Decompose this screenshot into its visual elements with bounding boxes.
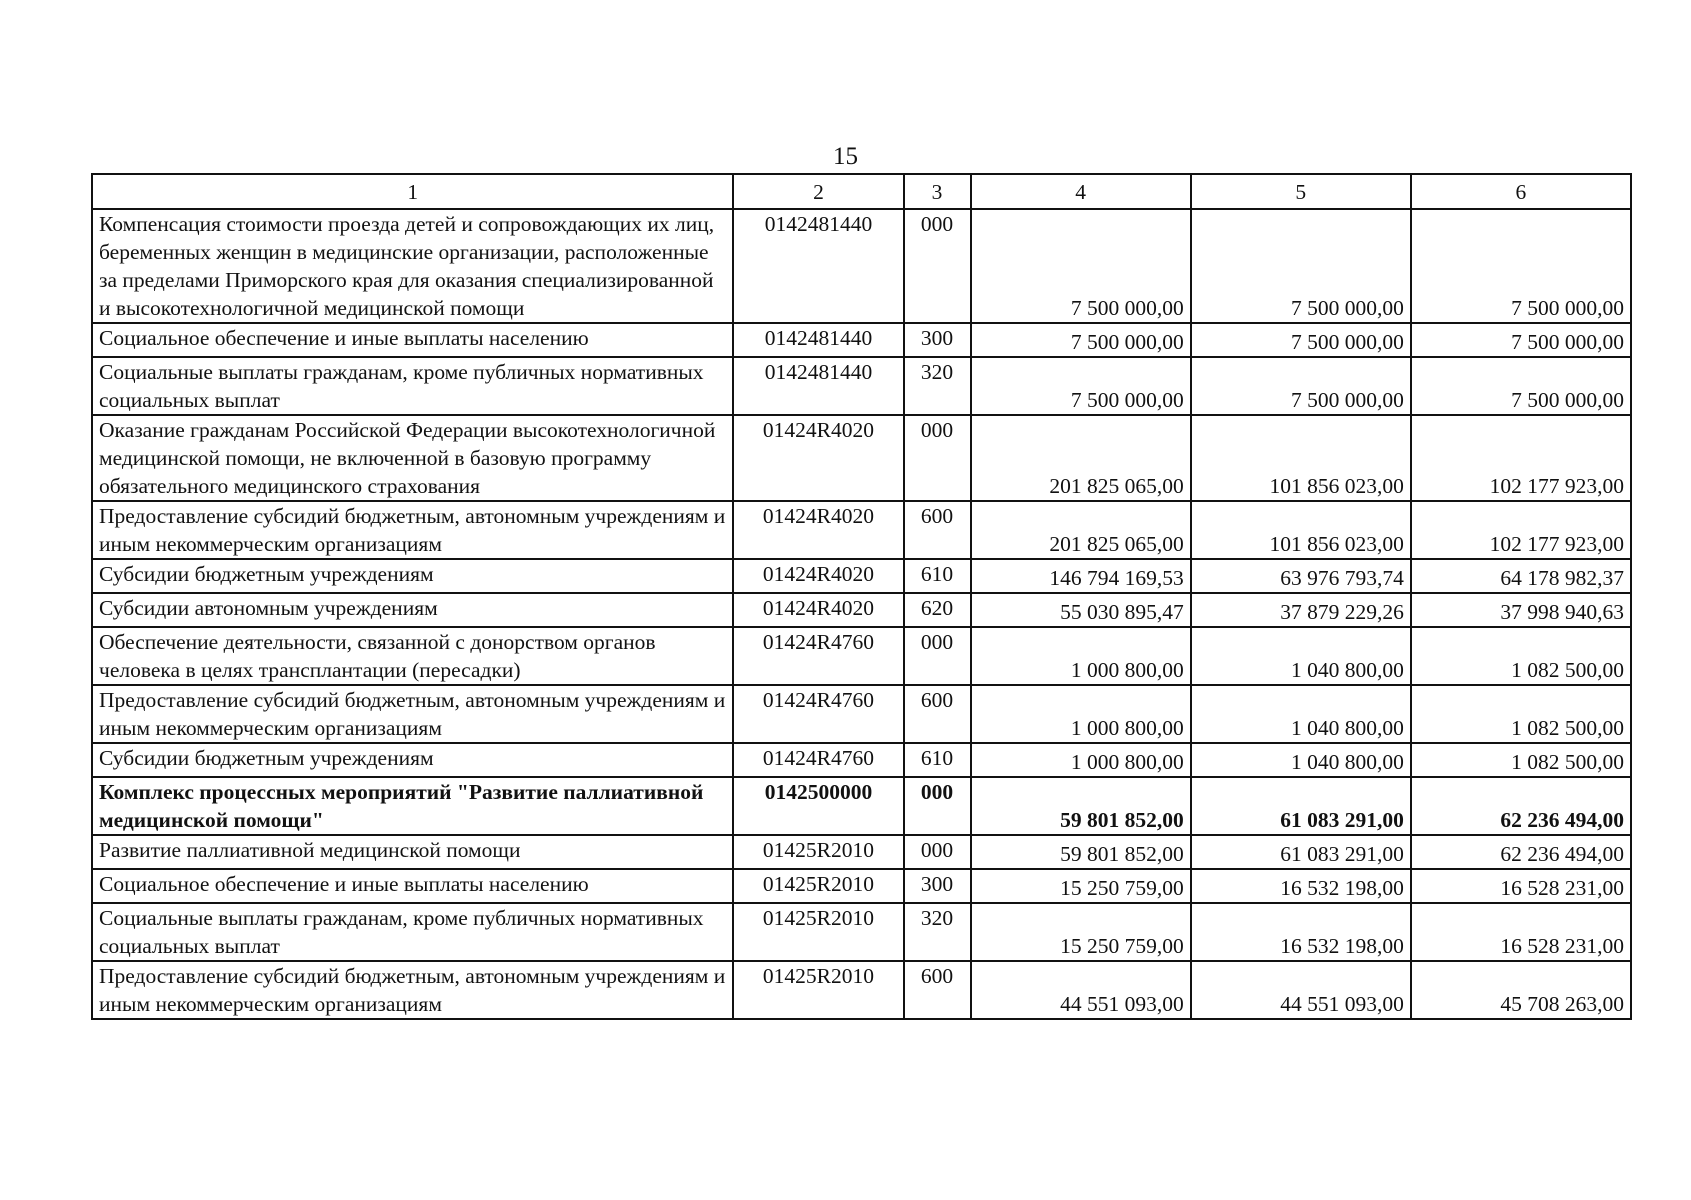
row-target-article-code: 01425R2010 (733, 869, 903, 903)
header-cell-5: 5 (1191, 174, 1411, 209)
row-amount-col5: 1 040 800,00 (1191, 685, 1411, 743)
row-target-article-code: 01424R4020 (733, 593, 903, 627)
row-target-article-code: 01424R4760 (733, 627, 903, 685)
row-amount-col6: 1 082 500,00 (1411, 685, 1631, 743)
row-name: Предоставление субсидий бюджетным, автономным учреждениям и иным некоммерческим организациям (92, 961, 733, 1019)
row-name: Оказание гражданам Российской Федерации высокотехнологичной медицинской помощи, не включенной в базовую программу обязательного медицинского страхования (92, 415, 733, 501)
row-amount-col6: 62 236 494,00 (1411, 777, 1631, 835)
table-row (92, 743, 1631, 777)
row-amount-col4: 1 000 800,00 (971, 743, 1191, 777)
row-amount-col6: 102 177 923,00 (1411, 415, 1631, 501)
row-amount-col5: 7 500 000,00 (1191, 357, 1411, 415)
table-header (92, 174, 1631, 209)
table-row (92, 415, 1631, 501)
row-expense-type-code: 610 (904, 743, 971, 777)
row-amount-col5: 16 532 198,00 (1191, 903, 1411, 961)
table-row (92, 593, 1631, 627)
table-row (92, 501, 1631, 559)
row-target-article-code: 01425R2010 (733, 835, 903, 869)
row-expense-type-code: 000 (904, 777, 971, 835)
row-amount-col5: 37 879 229,26 (1191, 593, 1411, 627)
row-amount-col4: 59 801 852,00 (971, 835, 1191, 869)
table-row (92, 627, 1631, 685)
row-amount-col5: 7 500 000,00 (1191, 323, 1411, 357)
row-expense-type-code: 610 (904, 559, 971, 593)
row-amount-col6: 7 500 000,00 (1411, 357, 1631, 415)
row-amount-col4: 7 500 000,00 (971, 209, 1191, 323)
row-expense-type-code: 600 (904, 961, 971, 1019)
row-amount-col4: 15 250 759,00 (971, 903, 1191, 961)
table-row (92, 903, 1631, 961)
row-amount-col4: 146 794 169,53 (971, 559, 1191, 593)
row-amount-col4: 7 500 000,00 (971, 323, 1191, 357)
row-name: Развитие паллиативной медицинской помощи (92, 835, 733, 869)
table-row (92, 777, 1631, 835)
row-target-article-code: 01424R4760 (733, 743, 903, 777)
row-amount-col6: 64 178 982,37 (1411, 559, 1631, 593)
header-row (92, 174, 1631, 209)
row-amount-col4: 7 500 000,00 (971, 357, 1191, 415)
row-amount-col4: 1 000 800,00 (971, 627, 1191, 685)
row-name: Предоставление субсидий бюджетным, автономным учреждениям и иным некоммерческим организациям (92, 501, 733, 559)
row-expense-type-code: 300 (904, 323, 971, 357)
header-cell-6: 6 (1411, 174, 1631, 209)
table-row (92, 835, 1631, 869)
row-expense-type-code: 600 (904, 685, 971, 743)
row-name: Субсидии бюджетным учреждениям (92, 743, 733, 777)
row-name: Социальные выплаты гражданам, кроме публичных нормативных социальных выплат (92, 357, 733, 415)
row-amount-col4: 15 250 759,00 (971, 869, 1191, 903)
row-expense-type-code: 000 (904, 415, 971, 501)
row-expense-type-code: 600 (904, 501, 971, 559)
row-amount-col5: 1 040 800,00 (1191, 627, 1411, 685)
row-expense-type-code: 320 (904, 357, 971, 415)
row-expense-type-code: 000 (904, 209, 971, 323)
row-amount-col5: 61 083 291,00 (1191, 777, 1411, 835)
row-target-article-code: 01424R4760 (733, 685, 903, 743)
table-row (92, 209, 1631, 323)
row-target-article-code: 0142481440 (733, 209, 903, 323)
row-amount-col5: 101 856 023,00 (1191, 415, 1411, 501)
table-row (92, 869, 1631, 903)
row-expense-type-code: 320 (904, 903, 971, 961)
table-row (92, 685, 1631, 743)
row-target-article-code: 01424R4020 (733, 501, 903, 559)
row-amount-col6: 62 236 494,00 (1411, 835, 1631, 869)
row-target-article-code: 01425R2010 (733, 961, 903, 1019)
row-amount-col5: 101 856 023,00 (1191, 501, 1411, 559)
budget-table (91, 173, 1632, 1020)
table-row (92, 323, 1631, 357)
row-amount-col4: 201 825 065,00 (971, 501, 1191, 559)
header-cell-4: 4 (971, 174, 1191, 209)
row-name: Обеспечение деятельности, связанной с донорством органов человека в целях трансплантации (пересадки) (92, 627, 733, 685)
row-amount-col5: 1 040 800,00 (1191, 743, 1411, 777)
header-cell-3: 3 (904, 174, 971, 209)
row-target-article-code: 01425R2010 (733, 903, 903, 961)
row-name: Социальное обеспечение и иные выплаты населению (92, 323, 733, 357)
row-amount-col5: 61 083 291,00 (1191, 835, 1411, 869)
row-expense-type-code: 000 (904, 835, 971, 869)
row-amount-col5: 63 976 793,74 (1191, 559, 1411, 593)
row-target-article-code: 01424R4020 (733, 559, 903, 593)
row-target-article-code: 0142500000 (733, 777, 903, 835)
row-amount-col4: 59 801 852,00 (971, 777, 1191, 835)
table-row (92, 357, 1631, 415)
row-name: Компенсация стоимости проезда детей и сопровождающих их лиц, беременных женщин в медицинские организации, расположенные за пределами Приморского края для оказания специализированной и высокотехнологичной медицинской помощи (92, 209, 733, 323)
row-amount-col6: 37 998 940,63 (1411, 593, 1631, 627)
row-amount-col6: 45 708 263,00 (1411, 961, 1631, 1019)
header-cell-1: 1 (92, 174, 733, 209)
row-amount-col6: 7 500 000,00 (1411, 323, 1631, 357)
row-amount-col5: 7 500 000,00 (1191, 209, 1411, 323)
table-body (92, 209, 1631, 1019)
row-amount-col5: 44 551 093,00 (1191, 961, 1411, 1019)
row-name: Предоставление субсидий бюджетным, автономным учреждениям и иным некоммерческим организациям (92, 685, 733, 743)
row-amount-col4: 55 030 895,47 (971, 593, 1191, 627)
row-expense-type-code: 620 (904, 593, 971, 627)
row-amount-col6: 16 528 231,00 (1411, 903, 1631, 961)
header-cell-2: 2 (733, 174, 903, 209)
row-amount-col4: 44 551 093,00 (971, 961, 1191, 1019)
row-amount-col4: 201 825 065,00 (971, 415, 1191, 501)
row-amount-col6: 7 500 000,00 (1411, 209, 1631, 323)
row-name: Субсидии бюджетным учреждениям (92, 559, 733, 593)
row-target-article-code: 01424R4020 (733, 415, 903, 501)
page-number: 15 (833, 143, 858, 170)
row-amount-col4: 1 000 800,00 (971, 685, 1191, 743)
row-name: Комплекс процессных мероприятий "Развитие паллиативной медицинской помощи" (92, 777, 733, 835)
row-amount-col6: 102 177 923,00 (1411, 501, 1631, 559)
row-amount-col6: 1 082 500,00 (1411, 627, 1631, 685)
table-row (92, 559, 1631, 593)
row-amount-col5: 16 532 198,00 (1191, 869, 1411, 903)
row-name: Социальные выплаты гражданам, кроме публичных нормативных социальных выплат (92, 903, 733, 961)
table-row (92, 961, 1631, 1019)
row-name: Социальное обеспечение и иные выплаты населению (92, 869, 733, 903)
row-target-article-code: 0142481440 (733, 323, 903, 357)
row-amount-col6: 16 528 231,00 (1411, 869, 1631, 903)
row-expense-type-code: 300 (904, 869, 971, 903)
row-amount-col6: 1 082 500,00 (1411, 743, 1631, 777)
row-expense-type-code: 000 (904, 627, 971, 685)
row-name: Субсидии автономным учреждениям (92, 593, 733, 627)
row-target-article-code: 0142481440 (733, 357, 903, 415)
